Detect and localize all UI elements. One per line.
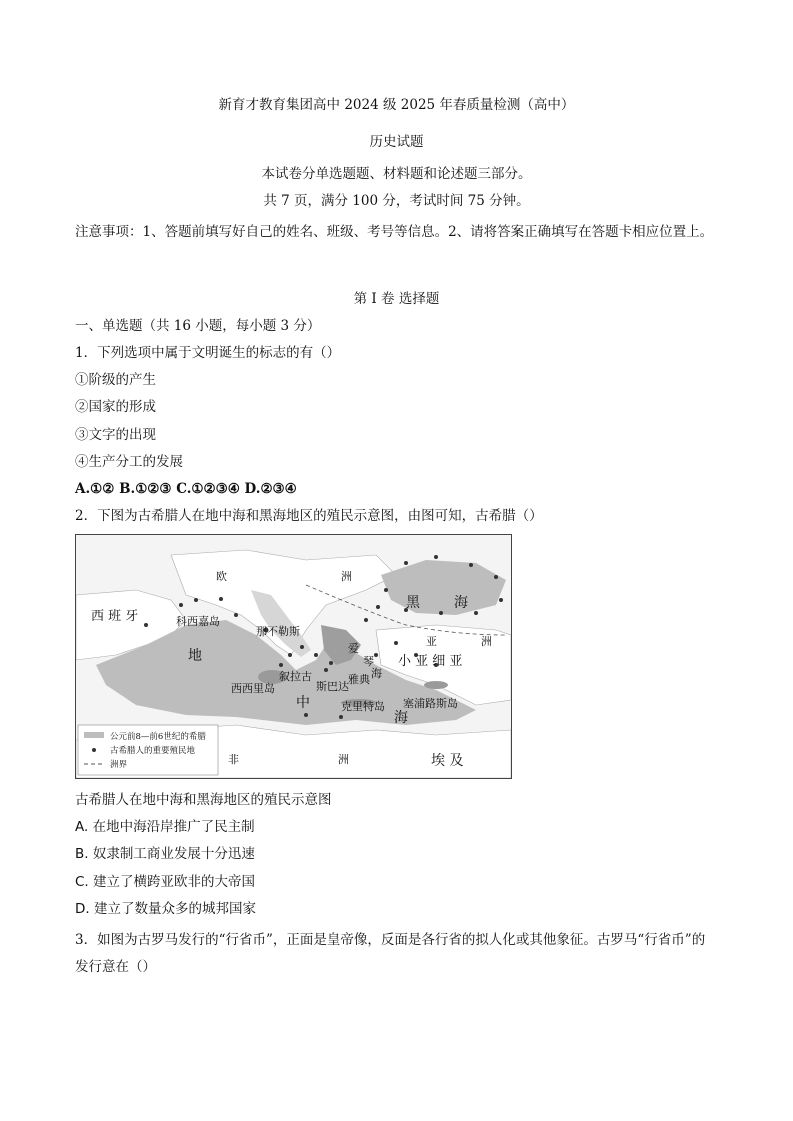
q2-option-b: B. 奴隶制工商业发展十分迅速 — [75, 846, 255, 862]
q2-option-d: D. 建立了数量众多的城邦国家 — [75, 901, 256, 917]
q2-stem: 2．下图为古希腊人在地中海和黑海地区的殖民示意图，由图可知，古希腊（） — [75, 508, 543, 524]
map-label-europe-2: 洲 — [341, 570, 352, 583]
map-label-sicily: 西西里岛 — [231, 682, 275, 695]
map-label-europe-1: 欧 — [216, 570, 227, 583]
map-label-naples: 那不勒斯 — [256, 625, 300, 638]
q2-option-c: C. 建立了横跨亚欧非的大帝国 — [75, 874, 256, 890]
q1-item-4: ④生产分工的发展 — [75, 454, 183, 470]
map-label-sea: 海 — [394, 710, 408, 726]
map-label-black-2: 海 — [454, 595, 468, 611]
legend-colony: 古希腊人的重要殖民地 — [110, 746, 196, 756]
q2-option-a: A. 在地中海沿岸推广了民主制 — [75, 819, 255, 835]
legend-greece: 公元前8—前6世纪的希腊 — [110, 732, 206, 742]
map-label-egypt: 埃 及 — [431, 753, 464, 769]
map-label-zhong: 中 — [296, 695, 310, 711]
map-label-spain: 西 班 牙 — [91, 609, 139, 624]
subject-title: 历史试题 — [369, 134, 424, 150]
map-label-hai: 海 — [371, 667, 382, 680]
map-label-athens: 雅典 — [348, 673, 370, 686]
colonization-map — [75, 534, 512, 779]
map-label-africa-1: 非 — [228, 753, 239, 766]
map-label-ai: 爱 — [348, 642, 359, 655]
q1-item-1: ①阶级的产生 — [75, 372, 156, 388]
map-label-cyprus: 塞浦路斯岛 — [403, 697, 458, 710]
q1-item-2: ②国家的形成 — [75, 399, 156, 415]
intro-line-2: 共 7 页，满分 100 分，考试时间 75 分钟。 — [263, 193, 530, 209]
q1-stem: 1．下列选项中属于文明诞生的标志的有（） — [75, 345, 341, 361]
q1-item-3: ③文字的出现 — [75, 427, 156, 443]
map-label-asia-minor: 小 亚 细 亚 — [398, 654, 463, 669]
map-label-asia-1: 亚 — [426, 635, 437, 648]
exam-title: 新育才教育集团高中 2024 级 2025 年春质量检测（高中） — [218, 97, 575, 113]
q1-options: A.①② B.①②③ C.①②③④ D.②③④ — [75, 481, 297, 497]
map-label-qin: 琴 — [363, 655, 374, 668]
map-label-asia-2: 洲 — [481, 635, 492, 648]
map-label-syracuse: 叙拉古 — [279, 670, 312, 683]
map-svg — [76, 535, 511, 778]
map-label-black-1: 黑 — [406, 595, 420, 611]
map-label-di: 地 — [188, 648, 202, 664]
map-legend — [78, 725, 218, 775]
notice-text: 注意事项：1、答题前填写好自己的姓名、班级、考号等信息。2、请将答案正确填写在答题卡相应位置上。 — [75, 224, 714, 240]
part-title: 一、单选题（共 16 小题，每小题 3 分） — [75, 318, 321, 334]
volume-title: 第 I 卷 选择题 — [353, 291, 440, 307]
map-label-corsica: 科西嘉岛 — [176, 615, 220, 628]
q3-stem: 3．如图为古罗马发行的“行省币”，正面是皇帝像，反面是各行省的拟人化或其他象征。古罗马“行省币”的发行意在（） — [75, 932, 706, 975]
map-caption: 古希腊人在地中海和黑海地区的殖民示意图 — [75, 792, 332, 808]
map-label-sparta: 斯巴达 — [316, 680, 349, 693]
map-label-crete: 克里特岛 — [341, 700, 385, 713]
map-label-africa-2: 洲 — [338, 753, 349, 766]
intro-line-1: 本试卷分单选题题、材料题和论述题三部分。 — [261, 166, 532, 182]
legend-boundary: 洲界 — [110, 760, 128, 770]
